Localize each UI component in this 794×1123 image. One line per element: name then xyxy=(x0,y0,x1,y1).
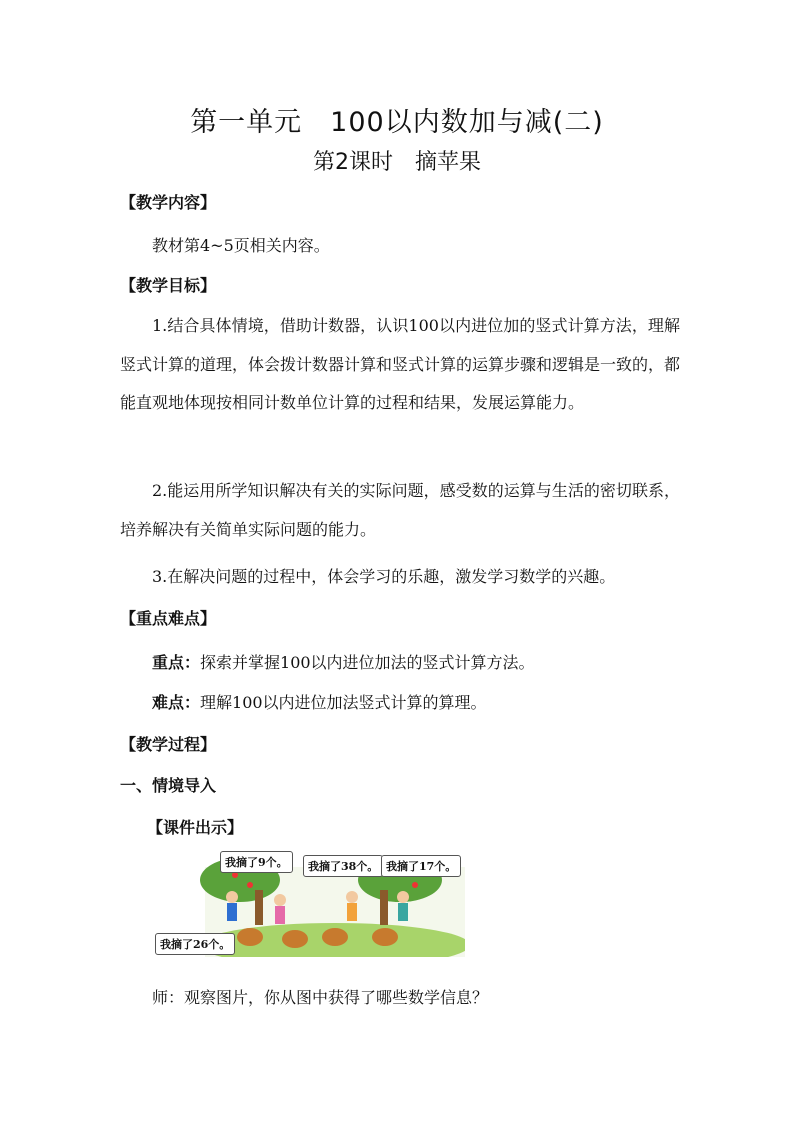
key-text: 探索并掌握100以内进位加法的竖式计算方法。 xyxy=(200,653,535,672)
content-text: 教材第4~5页相关内容。 xyxy=(152,236,330,255)
section-heading-process: 【教学过程】 xyxy=(120,735,217,754)
courseware-label: 【课件出示】 xyxy=(147,818,244,837)
goal-2: 2.能运用所学知识解决有关的实际问题，感受数的运算与生活的密切联系，培养解决有关简单实际问题的能力。 xyxy=(120,481,680,539)
page-title: 第一单元 100以内数加与减(二) xyxy=(190,107,604,138)
teacher-question: 师：观察图片，你从图中获得了哪些数学信息？ xyxy=(152,988,489,1007)
difficulty-point xyxy=(152,690,487,713)
speech-bubble-4: 我摘了26个。 xyxy=(155,933,235,955)
difficulty-label: 难点： xyxy=(152,693,201,712)
goal-1: 1.结合具体情境，借助计数器，认识100以内进位加的竖式计算方法，理解竖式计算的道理，体会拨计数器计算和竖式计算的运算步骤和逻辑是一致的，都能直观地体现按相同计数单位计算的过程和结果，发展运算能力。 xyxy=(120,316,681,412)
key-label: 重点： xyxy=(152,653,201,672)
speech-bubble-2: 我摘了38个。 xyxy=(303,855,383,877)
apple-picking-illustration xyxy=(155,845,465,957)
step-heading: 一、情境导入 xyxy=(120,776,217,795)
key-point xyxy=(152,650,535,673)
goal-3: 3.在解决问题的过程中，体会学习的乐趣，激发学习数学的兴趣。 xyxy=(152,567,616,586)
speech-bubble-1: 我摘了9个。 xyxy=(220,851,293,873)
speech-bubble-3: 我摘了17个。 xyxy=(381,855,461,877)
difficulty-text: 理解100以内进位加法竖式计算的算理。 xyxy=(200,693,487,712)
section-heading-content: 【教学内容】 xyxy=(120,193,217,212)
section-heading-key: 【重点难点】 xyxy=(120,609,217,628)
section-heading-goals: 【教学目标】 xyxy=(120,276,217,295)
lesson-subtitle: 第2课时 摘苹果 xyxy=(313,150,481,175)
